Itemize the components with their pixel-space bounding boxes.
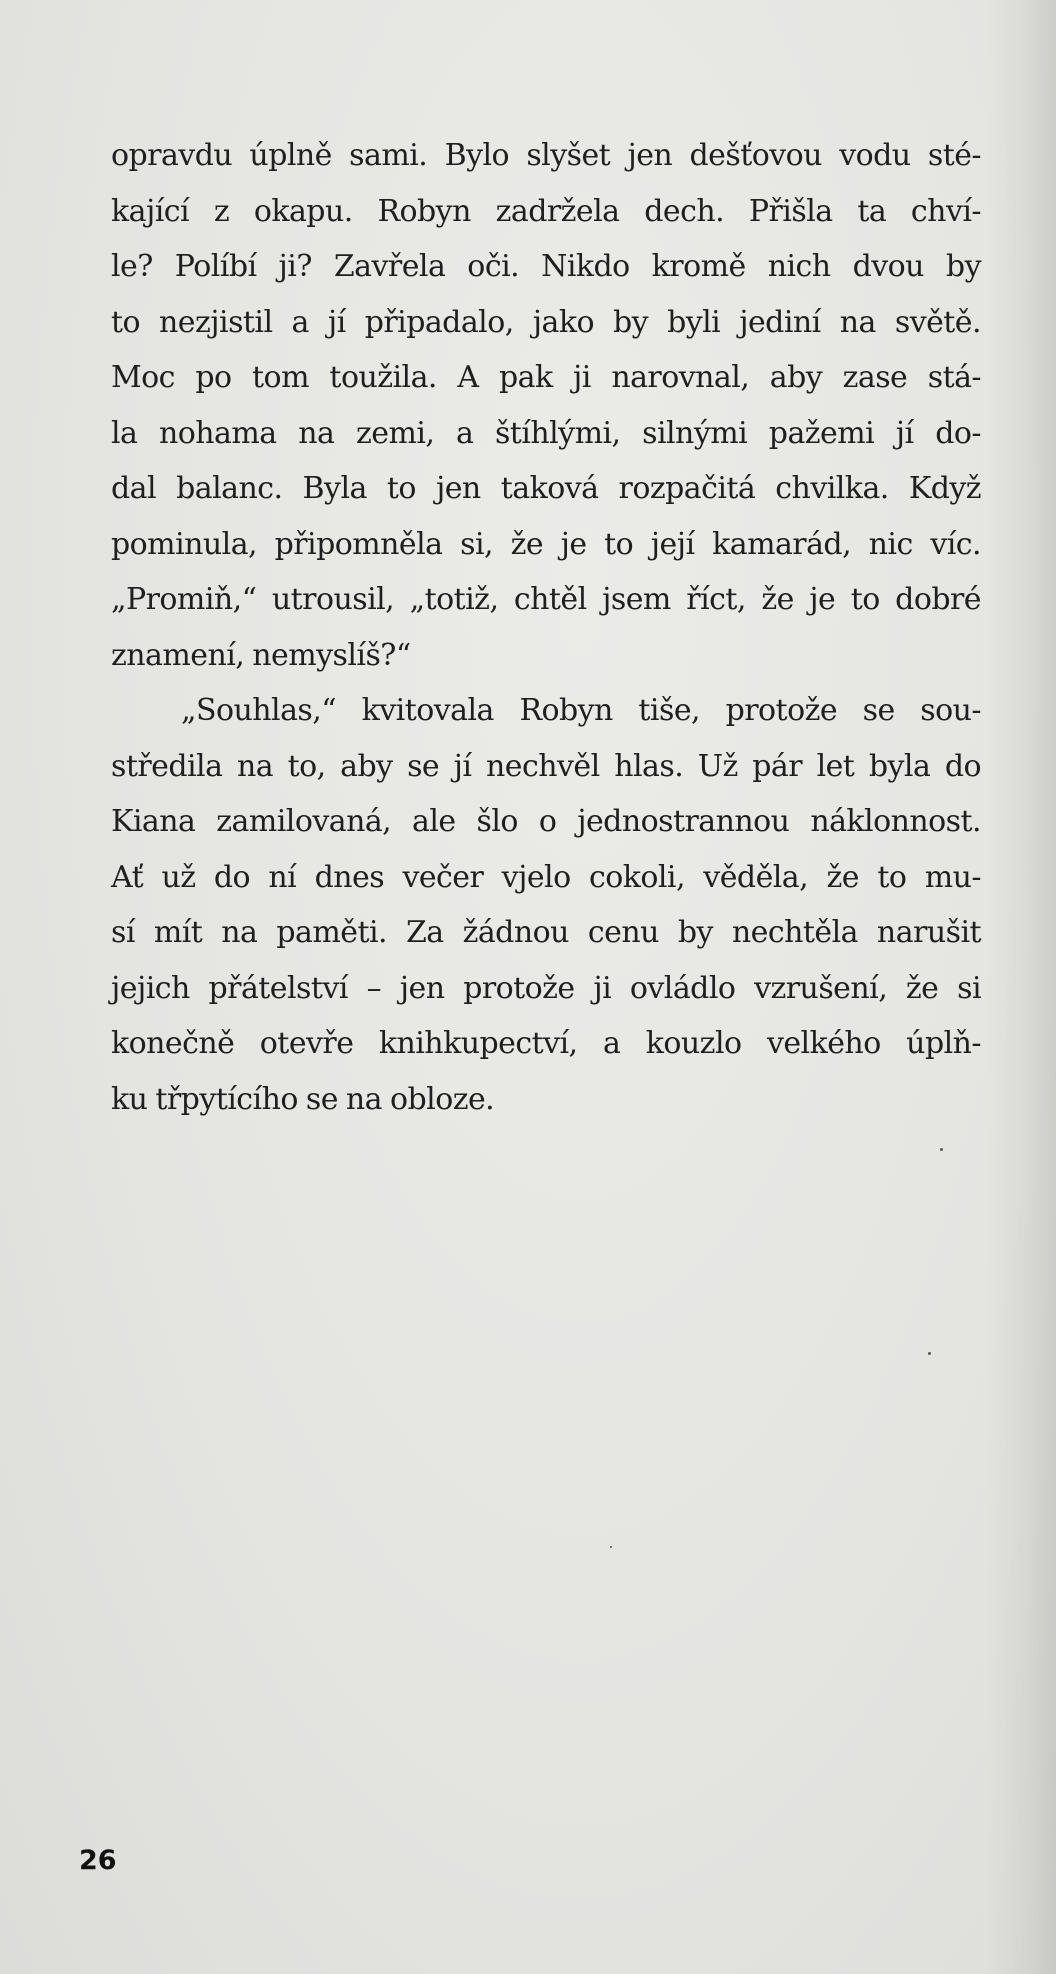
text-line: „Souhlas,“ kvitovala Robyn tiše, protože se sou- — [181, 693, 981, 728]
text-line: dal balanc. Byla to jen taková rozpačitá chvilka. Když — [111, 471, 981, 506]
text-line: la nohama na zemi, a štíhlými, silnými pažemi jí do- — [111, 415, 981, 451]
text-line: jejich přátelství – jen protože ji ovládlo vzrušení, že si — [111, 970, 981, 1006]
text-line: Ať už do ní dnes večer vjelo cokoli, věděla, že to mu- — [111, 859, 981, 895]
paper-speck — [928, 1352, 931, 1355]
text-line: „Promiň,“ utrousil, „totiž, chtěl jsem říct, že je to dobré — [111, 582, 981, 617]
paragraph-1 — [111, 128, 981, 683]
text-line: středila na to, aby se jí nechvěl hlas. Už pár let byla do — [111, 748, 981, 784]
text-line: opravdu úplně sami. Bylo slyšet jen dešťovou vodu sté- — [111, 138, 981, 173]
text-line: kající z okapu. Robyn zadržela dech. Přišla ta chví- — [111, 193, 981, 229]
text-line: Moc po tom toužila. A pak ji narovnal, aby zase stá- — [111, 360, 981, 395]
page-edge-shadow — [986, 0, 1056, 1974]
text-line: Kiana zamilovaná, ale šlo o jednostrannou náklonnost. — [111, 804, 981, 839]
text-line: konečně otevře knihkupectví, a kouzlo velkého úplň- — [111, 1026, 981, 1061]
body-text — [111, 128, 981, 1127]
paper-speck — [610, 1546, 612, 1548]
text-line: pominula, připomněla si, že je to její kamarád, nic víc. — [111, 526, 981, 562]
text-line: sí mít na paměti. Za žádnou cenu by nechtěla narušit — [111, 915, 981, 950]
paper-speck — [940, 1148, 943, 1151]
text-line: to nezjistil a jí připadalo, jako by byli jediní na světě. — [111, 304, 981, 340]
text-line: ku třpytícího se na obloze. — [111, 1081, 495, 1117]
page-number: 26 — [79, 1845, 117, 1876]
text-line: le? Políbí ji? Zavřela oči. Nikdo kromě nich dvou by — [111, 249, 981, 284]
paragraph-2 — [111, 683, 981, 1127]
text-line: znamení, nemyslíš?“ — [111, 637, 411, 673]
